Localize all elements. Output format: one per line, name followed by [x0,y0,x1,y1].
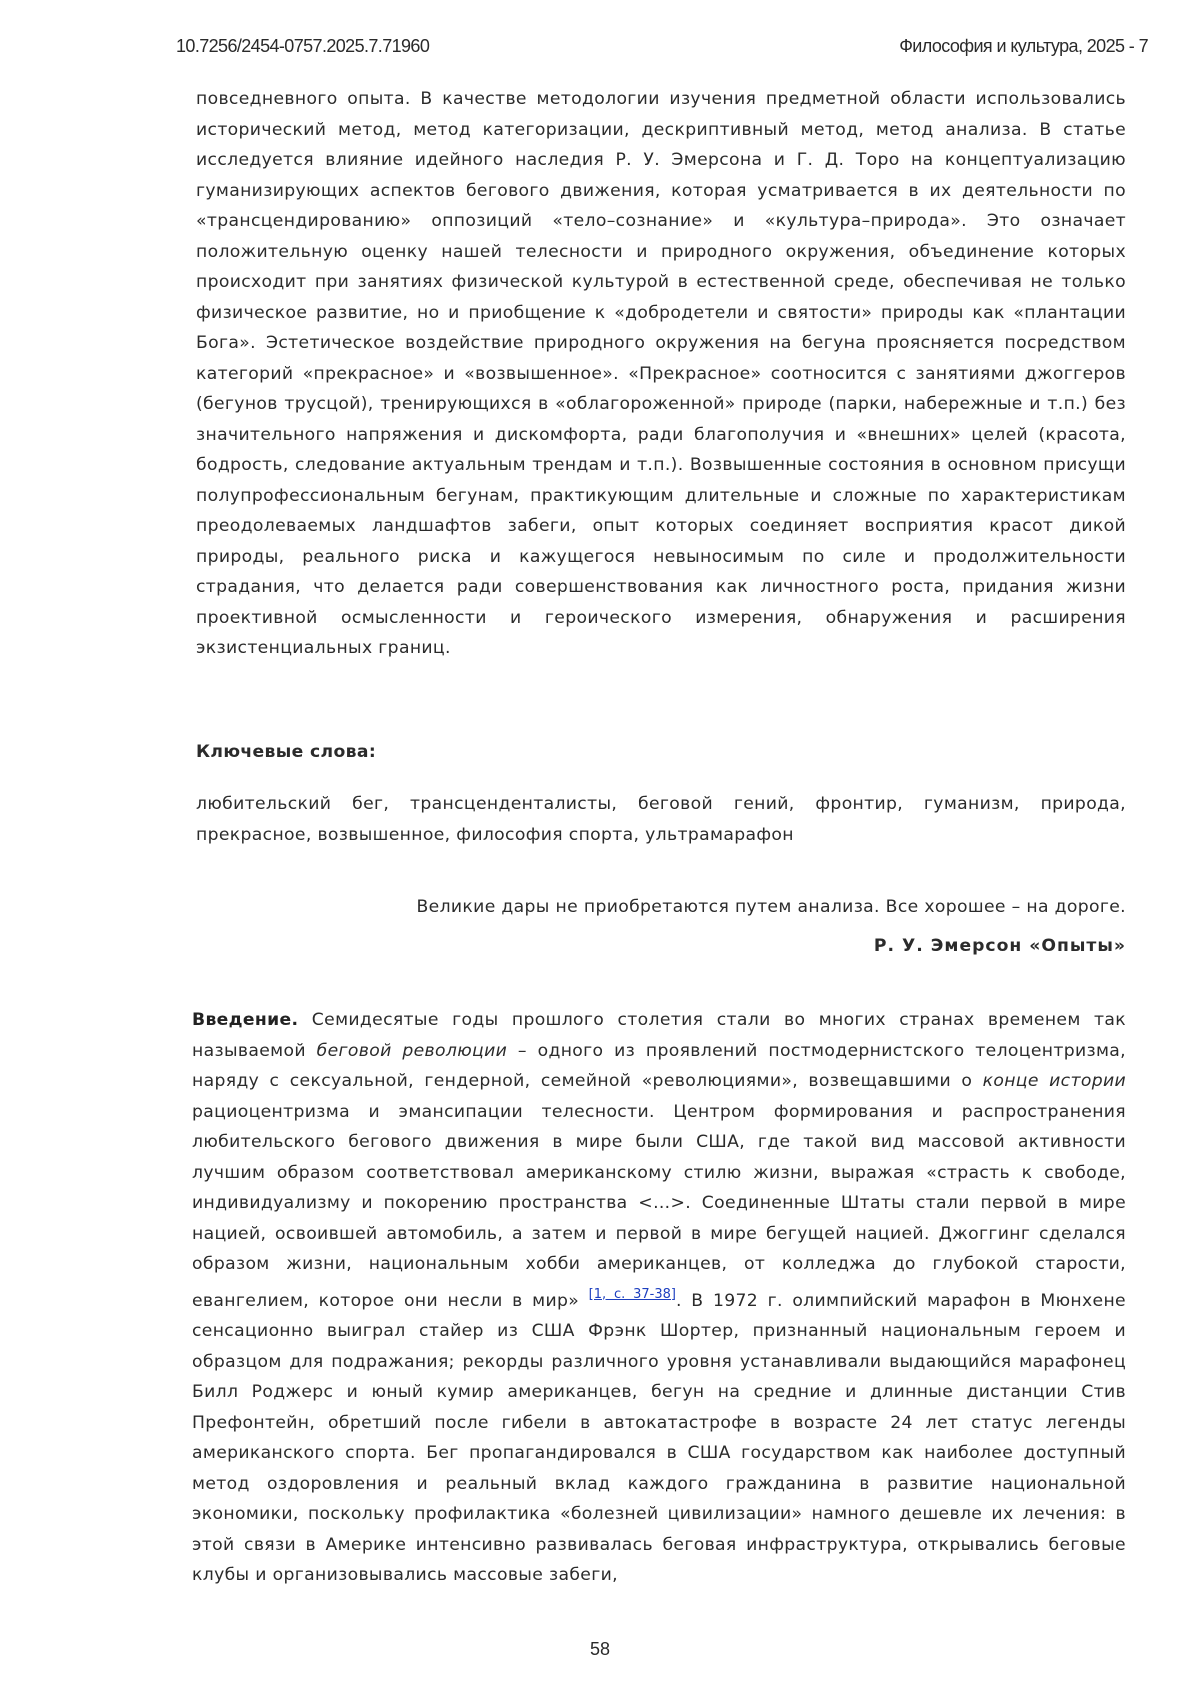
epigraph-author: Р. У. Эмерсон «Опыты» [196,931,1126,962]
intro-label: Введение. [192,1010,298,1030]
intro-text-1: Семидесятые годы прошлого столетия стали во многих странах временем так называемой [192,1010,1126,1061]
abstract-text: повседневного опыта. В качестве методологии изучения предметной области использовались исторический метод, метод категоризации, дескриптивный метод, метод анализа. В статье исследуется влияние идейного наследия Р. У. Эмерсона и Г. Д. Торо на концептуализацию гуманизирующих аспектов бегового движения, которая усматривается в их деятельности по «трансцендированию» оппозиций «тело–сознание» и «культура–природа». Это означает положительную оценку нашей телесности и природного окружения, объединение которых происходит при занятиях физической культурой в естественной среде, обеспечивая не только физическое развитие, но и приобщение к «добродетели и святости» природы как «плантации Бога». Эстетическое воздействие природного окружения на бегуна проясняется посредством категорий «прекрасное» и «возвышенное». «Прекрасное» соотносится с занятиями джоггеров (бегунов трусцой), тренирующихся в «облагороженной» природе (парки, набережные и т.п.) без значительного напряжения и дискомфорта, ради благополучия и «внешних» целей (красота, бодрость, следование актуальным трендам и т.п.). Возвышенные состояния в основном присущи полупрофессиональным бегунам, практикующим длительные и сложные по характеристикам преодолеваемых ландшафтов забеги, опыт которых соединяет восприятия красот дикой природы, реального риска и кажущегося невыносимым по силе и продолжительности страдания, что делается ради совершенствования как личностного роста, придания жизни проективной осмысленности и героического измерения, обнаружения и расширения экзистенциальных границ. [196,84,1126,664]
introduction-paragraph [192,1005,1126,1591]
intro-text-4: . В 1972 г. олимпийский марафон в Мюнхене сенсационно выиграл стайер из США Фрэнк Шортер, признанный национальным героем и образцом для подражания; рекорды различного уровня устанавливали выдающийся марафонец Билл Роджерс и юный кумир американцев, бегун на средние и длинные дистанции Стив Префонтейн, обретший после гибели в автокатастрофе в возрасте 24 лет статус легенды американского спорта. Бег пропагандировался в США государством как наиболее доступный метод оздоровления и реальный вклад каждого гражданина в развитие национальной экономики, поскольку профилактика «болезней цивилизации» намного дешевле их лечения: в этой связи в Америке интенсивно развивалась беговая инфраструктура, открывались беговые клубы и организовывались массовые забеги, [192,1291,1126,1586]
main-content [196,84,1126,961]
keywords-title: Ключевые слова: [196,737,1126,768]
doi-header: 10.7256/2454-0757.2025.7.71960 [176,36,429,57]
epigraph-quote: Великие дары не приобретаются путем анализа. Все хорошее – на дороге. [196,892,1126,923]
intro-text-3: рациоцентризма и эмансипации телесности. Центром формирования и распространения любительского бегового движения в мире были США, где такой вид массовой активности лучшим образом соответствовал американскому стилю жизни, выражая «страсть к свободе, индивидуализму и покорению пространства <…>. Соединенные Штаты стали первой в мире нацией, освоившей автомобиль, а затем и первой в мире бегущей нацией. Джоггинг сделался образом жизни, национальным хобби американцев, от колледжа до глубокой старости, евангелием, которое они несли в мир» [192,1102,1126,1311]
page-number: 58 [0,1639,1200,1660]
intro-italic-1: беговой революции [317,1041,508,1061]
intro-italic-2: конце истории [983,1071,1126,1091]
intro-text-2: – одного из проявлений постмодернистского телоцентризма, наряду с сексуальной, гендерной, семейной «революциями», возвещавшими о [192,1041,1126,1092]
citation-link[interactable]: [1, с. 37-38] [589,1287,676,1302]
journal-header: Философия и культура, 2025 - 7 [899,36,1148,57]
keywords-list: любительский бег, трансценденталисты, беговой гений, фронтир, гуманизм, природа, прекрасное, возвышенное, философия спорта, ультрамарафон [196,789,1126,850]
